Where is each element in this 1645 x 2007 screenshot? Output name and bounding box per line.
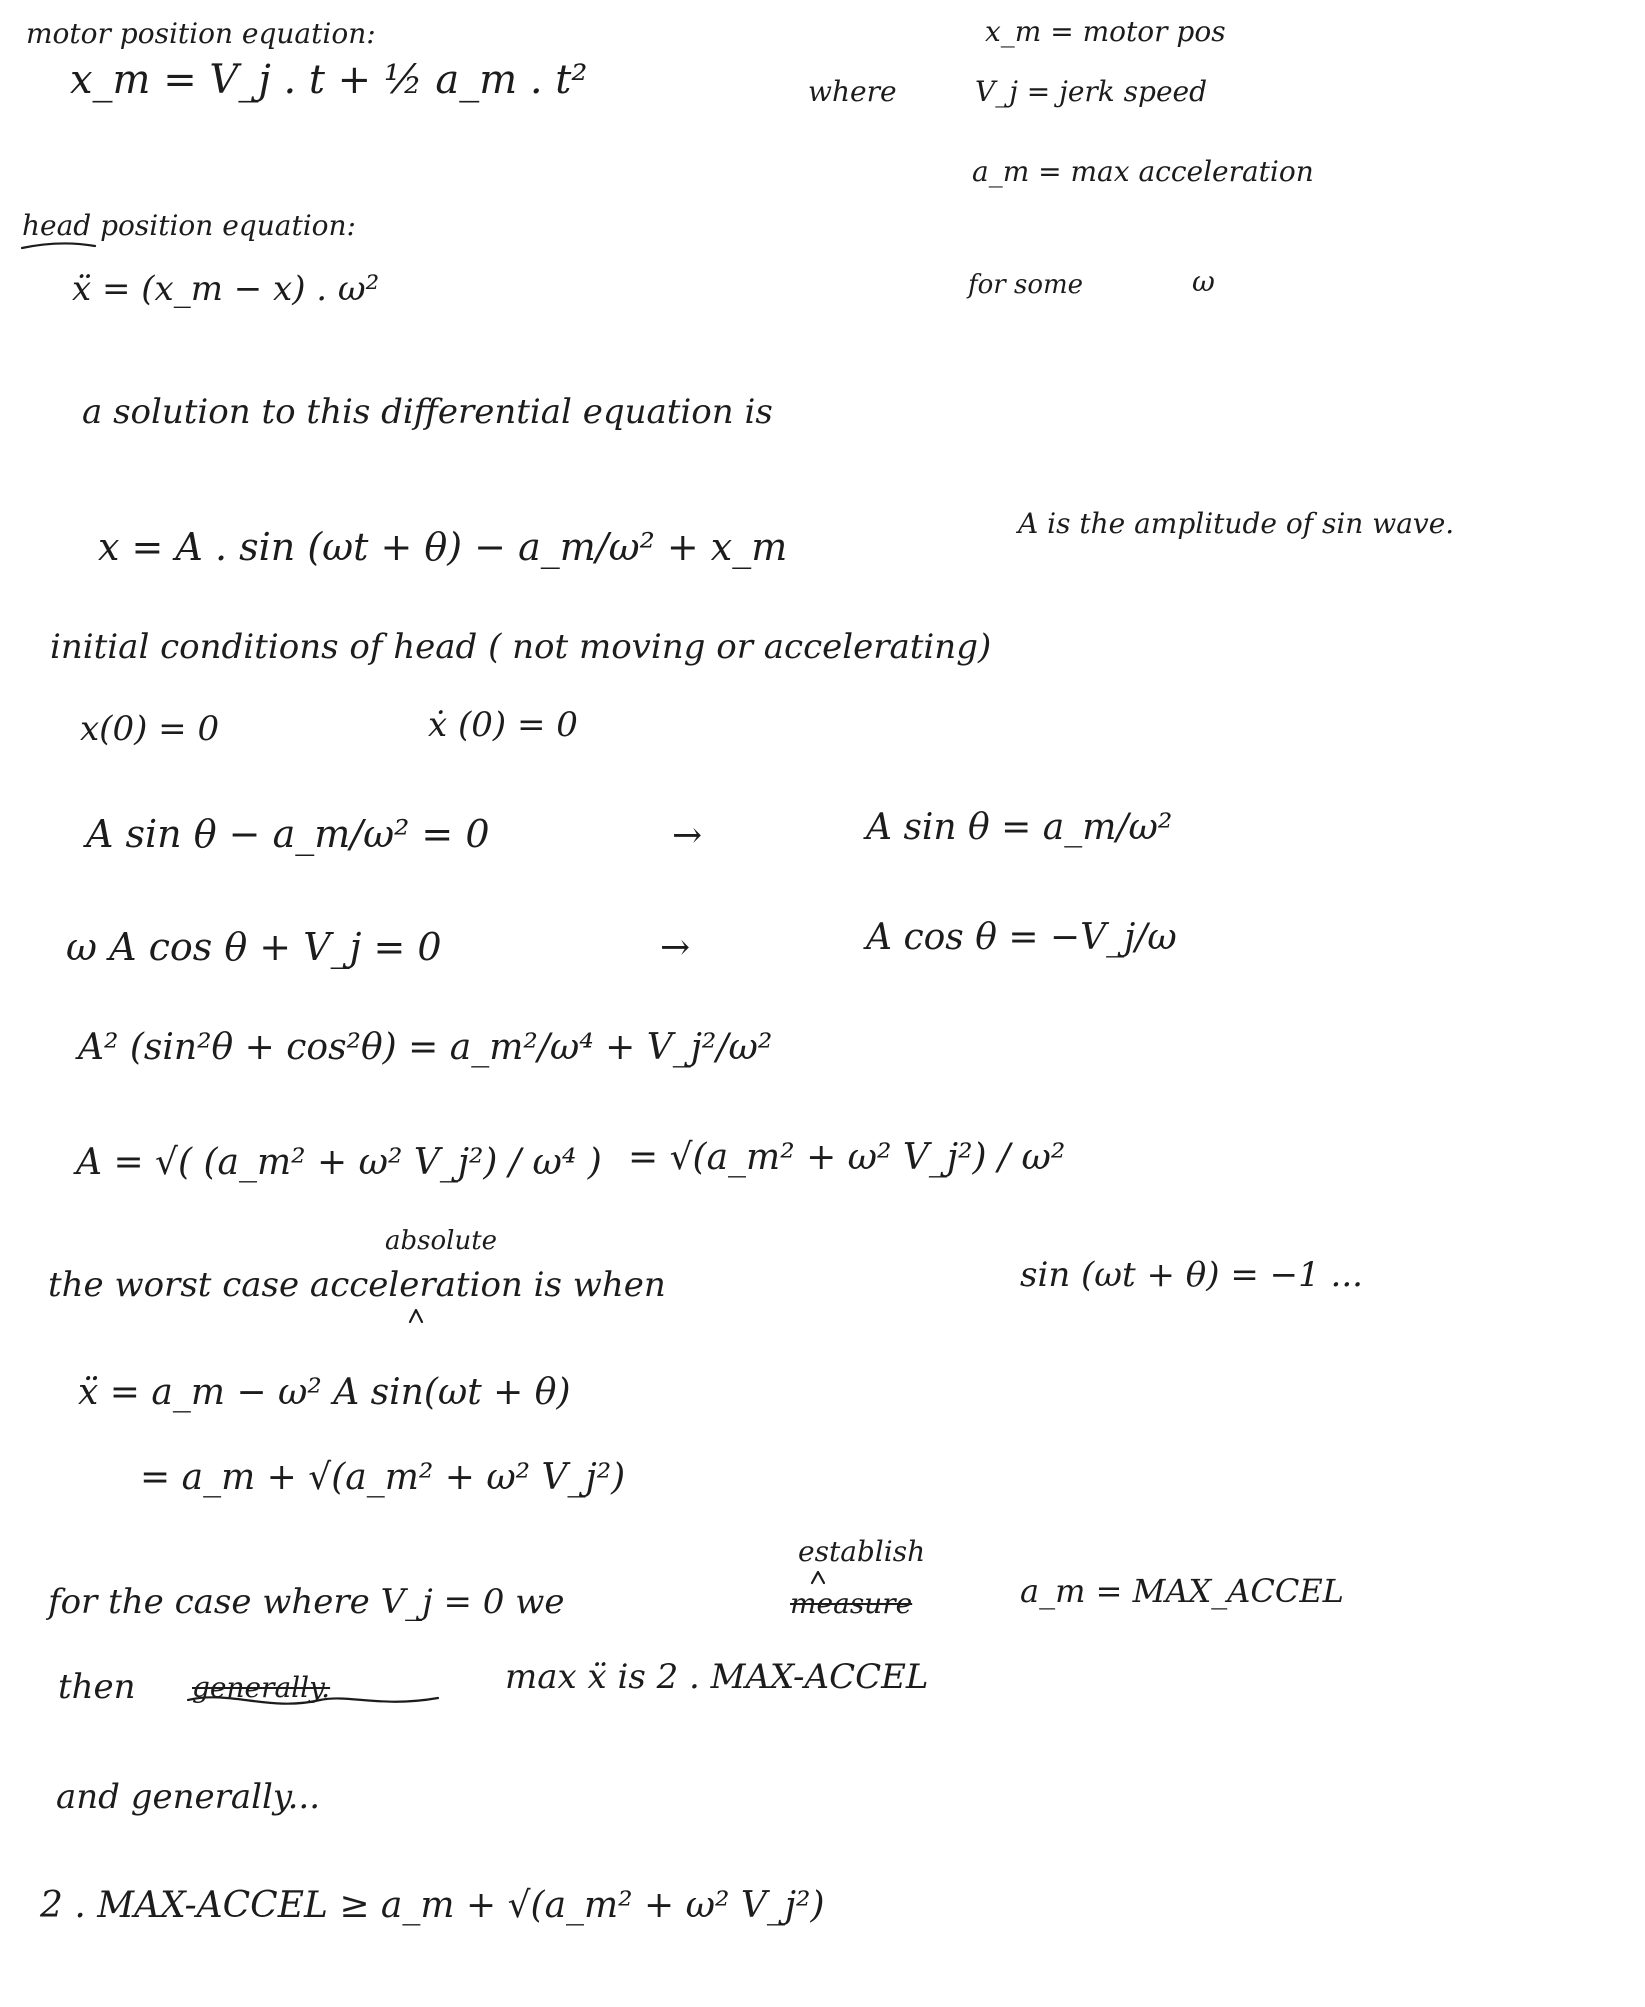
def-vj: V_j = jerk speed (975, 75, 1208, 108)
motor-equation: x_m = V_j . t + ½ a_m . t² (70, 57, 588, 103)
case-text: for the case where V_j = 0 we (48, 1582, 565, 1622)
caret-absolute (410, 1310, 422, 1322)
worst-eq1: ẍ = a_m − ω² A sin(ωt + θ) (78, 1372, 571, 1413)
and-generally: and generally... (56, 1777, 321, 1817)
underline-stroke-head (22, 243, 95, 248)
inserted-establish: establish (798, 1535, 926, 1568)
then-word: then (58, 1667, 136, 1707)
struck-measure: measure (790, 1587, 913, 1620)
initial-heading: initial conditions of head ( not moving or accelerating) (50, 627, 992, 667)
inserted-absolute: absolute (385, 1226, 498, 1256)
solution-intro: a solution to this differential equation is (82, 392, 773, 432)
worst-text: the worst case acceleration is when (48, 1265, 666, 1305)
struck-generally: generally. (192, 1671, 331, 1704)
max-result: max ẍ is 2 . MAX-ACCEL (505, 1657, 929, 1697)
def-for-some: for some (968, 270, 1084, 300)
def-omega: ω (1192, 265, 1215, 298)
solution-note: A is the amplitude of sin wave. (1018, 507, 1455, 540)
def-where: where (808, 75, 897, 108)
case-result: a_m = MAX_ACCEL (1020, 1572, 1344, 1610)
eq2-left: ω A cos θ + V_j = 0 (66, 925, 442, 969)
eq2-right: A cos θ = −V_j/ω (866, 917, 1177, 958)
eq4-right: = √(a_m² + ω² V_j²) / ω² (628, 1137, 1066, 1178)
head-equation: ẍ = (x_m − x) . ω² (72, 269, 380, 309)
final-inequality: 2 . MAX-ACCEL ≥ a_m + √(a_m² + ω² V_j²) (40, 1885, 825, 1926)
arrow-1: → (672, 815, 703, 856)
arrow-2: → (660, 927, 691, 968)
worst-eq2: = a_m + √(a_m² + ω² V_j²) (140, 1457, 626, 1498)
head-heading: head position equation: (22, 209, 356, 242)
eq1-left: A sin θ − a_m/ω² = 0 (86, 812, 490, 856)
caret-establish (812, 1572, 824, 1583)
initial-x0: x(0) = 0 (80, 709, 220, 749)
def-am: a_m = max acceleration (972, 155, 1314, 188)
motor-heading: motor position equation: (26, 17, 376, 50)
eq3: A² (sin²θ + cos²θ) = a_m²/ω⁴ + V_j²/ω² (78, 1027, 773, 1068)
eq4-left: A = √( (a_m² + ω² V_j²) / ω⁴ ) (76, 1142, 602, 1183)
eq1-right: A sin θ = a_m/ω² (866, 807, 1173, 848)
solution-equation: x = A . sin (ωt + θ) − a_m/ω² + x_m (98, 525, 788, 569)
initial-xdot0: ẋ (0) = 0 (428, 705, 578, 745)
worst-condition: sin (ωt + θ) = −1 ... (1020, 1255, 1363, 1295)
def-xm: x_m = motor pos (985, 15, 1226, 48)
